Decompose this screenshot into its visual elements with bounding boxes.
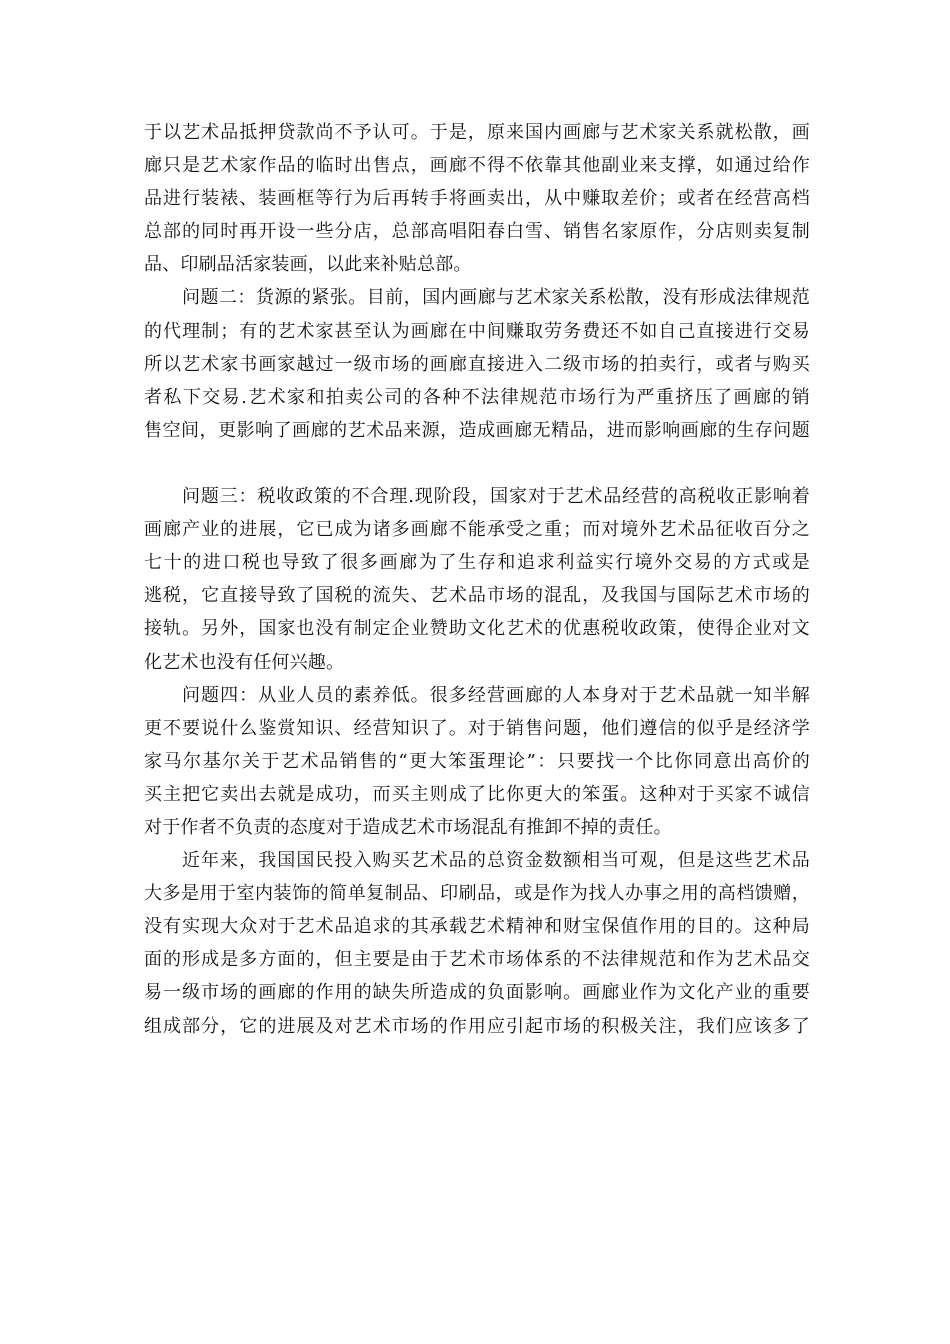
text-line: 所以艺术家书画家越过一级市场的画廊直接进入二级市场的拍卖行，或者与购买 bbox=[144, 353, 810, 375]
paragraph-start-line: 问题二：货源的紧张。目前，国内画廊与艺术家关系松散，没有形成法律规范 bbox=[182, 287, 810, 309]
text-line: 品进行装裱、装画框等行为后再转手将画卖出，从中赚取差价；或者在经营高档 bbox=[144, 188, 810, 210]
text-line: 画廊产业的进展，它已成为诸多画廊不能承受之重；而对境外艺术品征收百分之 bbox=[144, 519, 810, 541]
text-line: 七十的进口税也导致了很多画廊为了生存和追求利益实行境外交易的方式或是 bbox=[144, 552, 810, 574]
text-line: 品、印刷品活家装画，以此来补贴总部。 bbox=[144, 254, 472, 276]
text-line: 面的形成是多方面的，但主要是由于艺术市场体系的不法律规范和作为艺术品交 bbox=[144, 949, 810, 971]
text-line: 接轨。另外，国家也没有制定企业赞助文化艺术的优惠税收政策，使得企业对文 bbox=[144, 618, 810, 640]
text-line: 家马尔基尔关于艺术品销售的“更大笨蛋理论”：只要找一个比你同意出高价的 bbox=[144, 750, 810, 772]
document-body bbox=[144, 116, 810, 1043]
text-line: 买主把它卖出去就是成功，而买主则成了比你更大的笨蛋。这种对于买家不诚信 bbox=[144, 783, 810, 805]
paragraph-start-line: 问题三：税收政策的不合理.现阶段，国家对于艺术品经营的高税收正影响着 bbox=[182, 486, 810, 508]
paragraph-start-line: 问题四：从业人员的素养低。很多经营画廊的人本身对于艺术品就一知半解 bbox=[182, 684, 810, 706]
text-line: 逃税，它直接导致了国税的流失、艺术品市场的混乱，及我国与国际艺术市场的 bbox=[144, 585, 810, 607]
text-line: 廊只是艺术家作品的临时出售点，画廊不得不依靠其他副业来支撑，如通过给作 bbox=[144, 155, 810, 177]
paragraph-start-line: 近年来，我国国民投入购买艺术品的总资金数额相当可观，但是这些艺术品 bbox=[182, 850, 810, 872]
paragraph-gap bbox=[144, 447, 810, 480]
text-line: 更不要说什么鉴赏知识、经营知识了。对于销售问题，他们遵信的似乎是经济学 bbox=[144, 717, 810, 739]
text-line: 易一级市场的画廊的作用的缺失所造成的负面影响。画廊业作为文化产业的重要 bbox=[144, 982, 810, 1004]
text-line: 大多是用于室内装饰的简单复制品、印刷品，或是作为找人办事之用的高档馈赠， bbox=[144, 883, 810, 905]
text-line: 组成部分，它的进展及对艺术市场的作用应引起市场的积极关注，我们应该多了 bbox=[144, 1015, 810, 1037]
text-line: 者私下交易.艺术家和拍卖公司的各种不法律规范市场行为严重挤压了画廊的销 bbox=[144, 386, 810, 408]
text-line: 对于作者不负责的态度对于造成艺术市场混乱有推卸不掉的责任。 bbox=[144, 816, 672, 838]
text-line: 于以艺术品抵押贷款尚不予认可。于是，原来国内画廊与艺术家关系就松散，画 bbox=[144, 122, 810, 143]
text-line: 的代理制；有的艺术家甚至认为画廊在中间赚取劳务费还不如自己直接进行交易 bbox=[144, 320, 810, 342]
text-line: 总部的同时再开设一些分店，总部高唱阳春白雪、销售名家原作，分店则卖复制 bbox=[144, 221, 810, 243]
text-line: 售空间，更影响了画廊的艺术品来源，造成画廊无精品，进而影响画廊的生存问题 bbox=[144, 419, 810, 441]
text-line: 没有实现大众对于艺术品追求的其承载艺术精神和财宝保值作用的目的。这种局 bbox=[144, 916, 810, 938]
text-line: 化艺术也没有任何兴趣。 bbox=[144, 651, 345, 673]
